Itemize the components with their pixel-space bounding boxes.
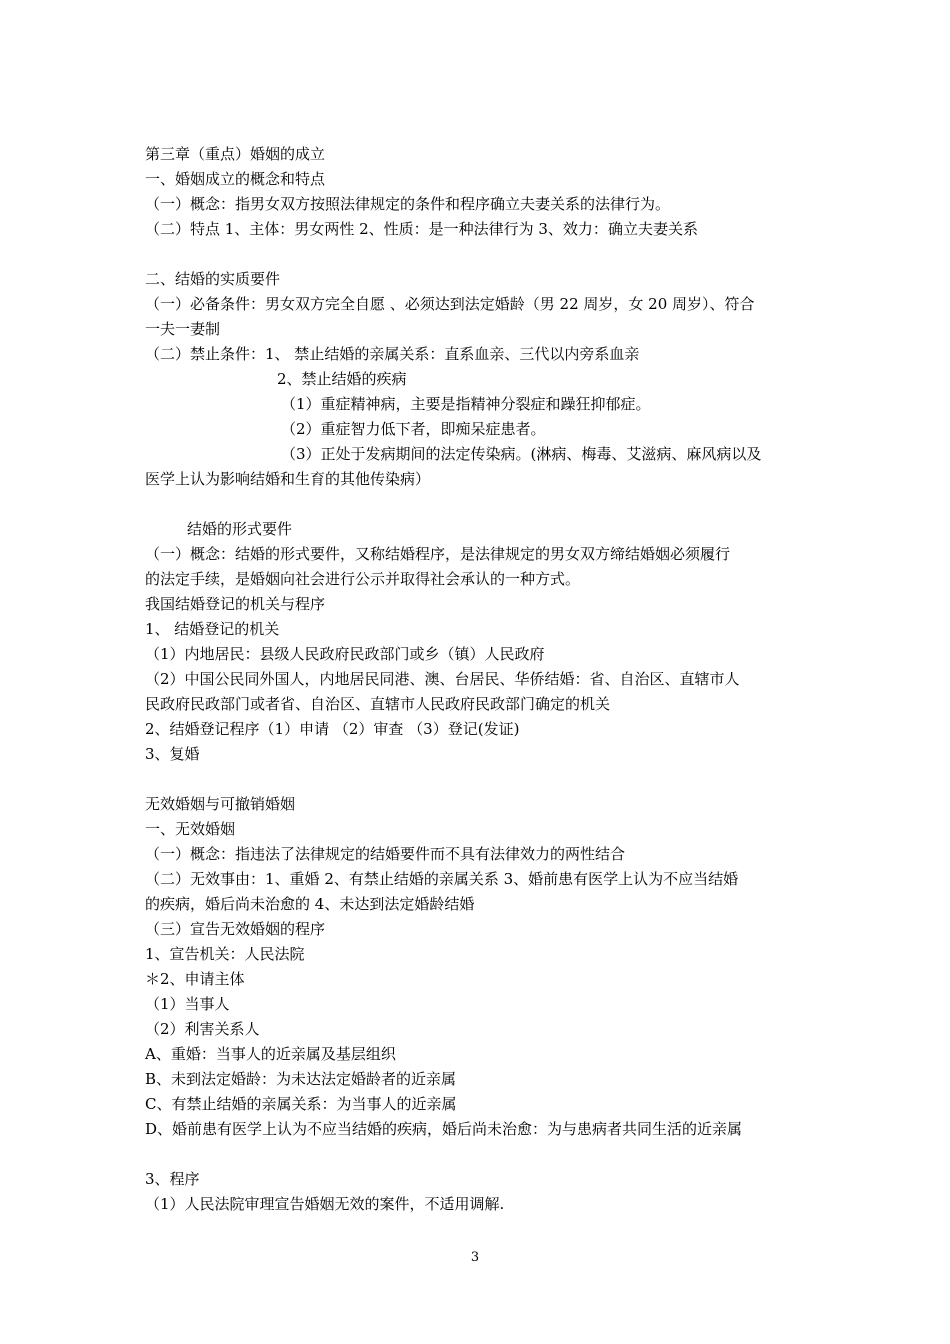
section-heading: 一、无效婚姻	[145, 820, 236, 838]
text-line: （2）重症智力低下者，即痴呆症患者。	[281, 420, 546, 438]
text-line: 1、 结婚登记的机关	[145, 620, 280, 638]
text-line: （3）正处于发病期间的法定传染病。(淋病、梅毒、艾滋病、麻风病以及	[281, 445, 762, 463]
text-line: 1、宣告机关：人民法院	[145, 945, 305, 963]
text-line: （1）重症精神病，主要是指精神分裂症和躁狂抑郁症。	[281, 395, 651, 413]
text-line: 民政府民政部门或者省、自治区、直辖市人民政府民政部门确定的机关	[145, 695, 611, 713]
text-line: （1）当事人	[145, 995, 230, 1013]
text-line: B、未到法定婚龄：为未达法定婚龄者的近亲属	[145, 1070, 457, 1088]
text-line: 一夫一妻制	[145, 320, 221, 338]
text-line: （二）特点 1、主体：男女两性 2、性质：是一种法律行为 3、效力：确立夫妻关系	[145, 220, 698, 238]
text-line: （2）利害关系人	[145, 1020, 260, 1038]
text-line: （一）概念：指违法了法律规定的结婚要件而不具有法律效力的两性结合	[145, 845, 626, 863]
text-line: C、有禁止结婚的亲属关系：为当事人的近亲属	[145, 1095, 457, 1113]
text-line: A、重婚：当事人的近亲属及基层组织	[145, 1045, 396, 1063]
text-line: （二）禁止条件：1、 禁止结婚的亲属关系：直系血亲、三代以内旁系血亲	[145, 345, 640, 363]
text-line: （2）中国公民同外国人，内地居民同港、澳、台居民、华侨结婚：省、自治区、直辖市人	[145, 670, 740, 688]
section-heading: 3、程序	[145, 1170, 200, 1188]
text-line: （一）概念：结婚的形式要件，又称结婚程序，是法律规定的男女双方缔结婚姻必须履行	[145, 545, 731, 563]
text-line: （1）人民法院审理宣告婚姻无效的案件，不适用调解.	[145, 1195, 505, 1213]
text-line: 2、结婚登记程序（1）申请 （2）审查 （3）登记(发证)	[145, 720, 520, 738]
text-line: （一）概念：指男女双方按照法律规定的条件和程序确立夫妻关系的法律行为。	[145, 195, 671, 213]
text-line: 的法定手续，是婚姻向社会进行公示并取得社会承认的一种方式。	[145, 570, 581, 588]
text-line: ＊2、申请主体	[145, 970, 245, 988]
section-heading: 一、婚姻成立的概念和特点	[145, 170, 326, 188]
text-line: 3、复婚	[145, 745, 200, 763]
section-heading: 无效婚姻与可撤销婚姻	[145, 795, 296, 813]
chapter-title: 第三章（重点）婚姻的成立	[145, 145, 326, 163]
text-line: 我国结婚登记的机关与程序	[145, 595, 326, 613]
text-line: 2、禁止结婚的疾病	[277, 370, 407, 388]
text-line: （二）无效事由：1、重婚 2、有禁止结婚的亲属关系 3、婚前患有医学上认为不应当结婚	[145, 870, 739, 888]
page-number: 3	[470, 1250, 480, 1265]
text-line: 医学上认为影响结婚和生育的其他传染病）	[145, 470, 431, 488]
text-line: （三）宣告无效婚姻的程序	[145, 920, 326, 938]
text-line: D、婚前患有医学上认为不应当结婚的疾病，婚后尚未治愈：为与患病者共同生活的近亲属	[145, 1120, 743, 1138]
text-line: （一）必备条件：男女双方完全自愿 、必须达到法定婚龄（男 22 周岁，女 20 周岁）、符合	[145, 295, 755, 313]
text-line: 的疾病，婚后尚未治愈的 4、未达到法定婚龄结婚	[145, 895, 475, 913]
section-heading: 结婚的形式要件	[187, 520, 293, 538]
section-heading: 二、结婚的实质要件	[145, 270, 281, 288]
text-line: （1）内地居民：县级人民政府民政部门或乡（镇）人民政府	[145, 645, 545, 663]
